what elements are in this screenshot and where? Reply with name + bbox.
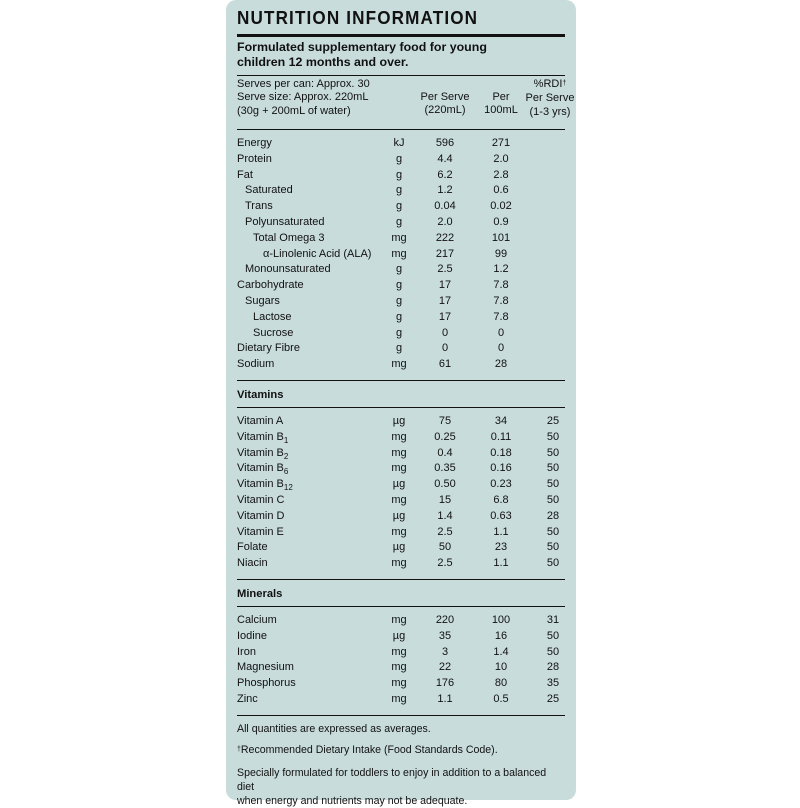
subtitle <box>237 37 565 75</box>
per-100ml-value: 2.0 <box>493 152 509 165</box>
nutrient-name: Trans <box>245 200 273 213</box>
per-100ml-value: 0.63 <box>490 509 512 522</box>
nutrient-name: Magnesium <box>237 661 294 674</box>
panel-title: NUTRITION INFORMATION <box>237 8 479 28</box>
nutrient-unit: mg <box>391 247 407 260</box>
table-row <box>237 556 565 572</box>
per-serve-value: 2.5 <box>437 557 453 570</box>
dagger-mark: † <box>562 80 567 87</box>
per-serve-value: 1.4 <box>437 509 453 522</box>
nutrient-unit: µg <box>392 509 406 522</box>
per-serve-value: 6.2 <box>437 168 453 181</box>
per-100ml-value: 0.11 <box>490 430 512 443</box>
nutrient-name: Vitamin $B_{12}$ <box>237 478 293 493</box>
per-100ml-value: 34 <box>494 414 508 427</box>
per-serve-value: 2.5 <box>437 525 453 538</box>
per-serve-value: 176 <box>435 677 455 690</box>
per-serve-value: 61 <box>438 358 452 371</box>
per-serve-value: 15 <box>438 493 452 506</box>
minerals-heading: Minerals <box>237 587 283 600</box>
per-100ml-value: 0.02 <box>490 200 512 213</box>
rdi-footnote <box>237 743 565 759</box>
column-header-text: 100mL <box>484 104 518 117</box>
per-serve-value: 217 <box>435 247 455 260</box>
table-row <box>237 136 565 152</box>
vitamins-heading: Vitamins <box>237 388 284 401</box>
nutrient-name: Vitamin D <box>237 509 285 522</box>
per-serve-value: 0 <box>441 342 449 355</box>
rdi-value: 31 <box>546 613 560 626</box>
table-row <box>237 676 565 692</box>
nutrient-name: Fat <box>237 168 253 181</box>
table-row <box>237 168 565 184</box>
table-row <box>237 414 565 430</box>
per-100ml-value: 28 <box>494 358 508 371</box>
per-serve-value: 50 <box>438 541 452 554</box>
table-row <box>237 525 565 541</box>
nutrient-name: Iron <box>237 645 256 658</box>
nutrient-unit: µg <box>392 414 406 427</box>
nutrient-unit: mg <box>391 692 407 705</box>
table-row <box>237 183 565 199</box>
per-serve-value: 3 <box>441 645 449 658</box>
table-row <box>237 660 565 676</box>
minerals-table <box>237 613 565 708</box>
nutrient-name: Saturated <box>245 184 293 197</box>
table-row <box>237 509 565 525</box>
nutrient-name: Energy <box>237 137 272 149</box>
column-header-per-100ml <box>477 91 525 118</box>
per-100ml-value: 100 <box>491 613 511 626</box>
nutrient-unit: mg <box>391 525 407 538</box>
nutrient-name: Phosphorus <box>237 677 296 690</box>
per-100ml-value: 7.8 <box>493 294 509 307</box>
nutrient-unit: g <box>395 294 403 307</box>
per-100ml-value: 271 <box>491 137 511 149</box>
nutrient-unit: mg <box>391 557 407 570</box>
table-row <box>237 231 565 247</box>
nutrient-unit: mg <box>391 231 407 244</box>
per-100ml-value: 101 <box>491 231 511 244</box>
nutrient-name: Vitamin A <box>237 414 284 427</box>
table-row <box>237 152 565 168</box>
per-100ml-value: 1.2 <box>493 263 509 276</box>
dagger-mark: † <box>237 745 241 753</box>
column-header-rdi <box>519 78 581 119</box>
rdi-footnote-text: Recommended Dietary Intake (Food Standards Code). <box>240 743 498 756</box>
per-serve-value: 1.1 <box>437 692 453 705</box>
per-serve-value: 17 <box>438 294 452 307</box>
nutrient-unit: mg <box>391 677 407 690</box>
per-serve-value: 1.2 <box>437 184 453 197</box>
table-row <box>237 199 565 215</box>
column-header-text: Per Serve <box>420 91 470 103</box>
nutrient-name: Sugars <box>245 294 280 307</box>
nutrient-unit: g <box>395 168 403 181</box>
rdi-value: 25 <box>546 692 560 705</box>
nutrient-unit: g <box>395 184 403 197</box>
nutrient-name: Vitamin $B_6$ <box>237 462 289 477</box>
nutrition-panel <box>226 0 576 807</box>
per-serve-value: 35 <box>438 629 452 642</box>
table-row <box>237 310 565 326</box>
per-100ml-value: 0.9 <box>493 215 509 228</box>
nutrient-name: Carbohydrate <box>237 279 304 292</box>
rdi-value: 35 <box>546 677 560 690</box>
per-100ml-value: 7.8 <box>493 310 509 323</box>
subtitle-line: children 12 months and over. <box>237 55 409 69</box>
per-100ml-value: 1.1 <box>493 557 509 570</box>
vitamins-table <box>237 414 565 572</box>
nutrient-unit: g <box>395 279 403 292</box>
per-serve-value: 0.35 <box>434 462 456 475</box>
rdi-value: 50 <box>546 493 560 506</box>
per-serve-value: 0.04 <box>434 200 456 213</box>
per-100ml-value: 0.5 <box>493 692 509 705</box>
nutrient-name: α-Linolenic Acid (ALA) <box>263 247 372 260</box>
per-serve-value: 2.5 <box>437 263 453 276</box>
table-row <box>237 294 565 310</box>
nutrient-name: Vitamin $B_2$ <box>237 446 289 461</box>
nutrients-table <box>237 136 565 373</box>
per-100ml-value: 16 <box>494 629 508 642</box>
nutrient-unit: mg <box>391 462 407 475</box>
per-100ml-value: 0.16 <box>490 462 512 475</box>
rdi-value: 50 <box>546 446 560 459</box>
table-row <box>237 247 565 263</box>
table-row <box>237 692 565 708</box>
nutrient-name: Vitamin C <box>237 493 285 506</box>
nutrient-unit: mg <box>391 446 407 459</box>
serving-info-header <box>237 76 575 129</box>
per-serve-value: 75 <box>438 414 452 427</box>
per-100ml-value: 0.6 <box>493 184 509 197</box>
table-row <box>237 446 565 462</box>
table-row <box>237 477 565 493</box>
table-row <box>237 645 565 661</box>
nutrient-unit: µg <box>392 629 406 642</box>
nutrient-unit: kJ <box>393 137 405 149</box>
rdi-value: 25 <box>546 414 560 427</box>
nutrient-unit: g <box>395 326 403 339</box>
nutrient-name: Monounsaturated <box>245 263 331 276</box>
per-serve-value: 17 <box>438 310 452 323</box>
footnotes <box>237 716 565 808</box>
rdi-value: 28 <box>546 661 560 674</box>
column-header-text: (1-3 yrs) <box>529 105 571 118</box>
table-row <box>237 629 565 645</box>
serve-composition: (30g + 200mL of water) <box>237 104 351 117</box>
table-row <box>237 430 565 446</box>
nutrient-name: Calcium <box>237 613 277 626</box>
formulation-note-line: Specially formulated for toddlers to enjoy in addition to a balanced diet <box>237 766 547 793</box>
nutrient-unit: mg <box>391 661 407 674</box>
rdi-value: 50 <box>546 430 560 443</box>
table-row <box>237 357 565 373</box>
table-row <box>237 461 565 477</box>
nutrient-unit: mg <box>391 493 407 506</box>
per-serve-value: 0.25 <box>434 430 456 443</box>
nutrient-name: Zinc <box>237 692 258 705</box>
per-100ml-value: 10 <box>494 661 508 674</box>
nutrient-name: Vitamin $B_1$ <box>237 430 289 445</box>
nutrient-name: Protein <box>237 152 272 165</box>
table-row <box>237 613 565 629</box>
nutrient-unit: mg <box>391 613 407 626</box>
column-header-text: (220mL) <box>424 104 466 117</box>
per-100ml-value: 80 <box>494 677 508 690</box>
column-header-text <box>519 78 581 92</box>
serves-per-can: Serves per can: Approx. 30 <box>237 78 370 90</box>
rdi-value: 50 <box>546 478 560 491</box>
nutrient-name: Polyunsaturated <box>245 215 325 228</box>
per-serve-value: 2.0 <box>437 215 453 228</box>
per-serve-value: 22 <box>438 661 452 674</box>
column-header-per-serve <box>415 91 475 118</box>
nutrient-name: Dietary Fibre <box>237 342 300 355</box>
table-row <box>237 278 565 294</box>
per-serve-value: 0.50 <box>434 478 456 491</box>
nutrient-unit: mg <box>391 645 407 658</box>
nutrient-name: Folate <box>237 541 268 554</box>
per-serve-value: 596 <box>435 137 455 149</box>
column-header-text: Per Serve <box>525 92 575 105</box>
nutrient-name: Lactose <box>253 310 292 323</box>
nutrient-unit: g <box>395 152 403 165</box>
per-100ml-value: 0 <box>497 326 505 339</box>
nutrient-unit: g <box>395 200 403 213</box>
subtitle-line: Formulated supplementary food for young <box>237 40 487 54</box>
serve-size: Serve size: Approx. 220mL <box>237 91 369 104</box>
table-row <box>237 341 565 357</box>
per-100ml-value: 0 <box>497 342 505 355</box>
nutrient-unit: µg <box>392 541 406 554</box>
nutrient-unit: g <box>395 310 403 323</box>
per-100ml-value: 99 <box>494 247 508 260</box>
table-row <box>237 493 565 509</box>
rdi-value: 50 <box>546 629 560 642</box>
table-row <box>237 215 565 231</box>
column-header-text: Per <box>492 91 510 103</box>
serving-info <box>237 78 370 118</box>
rdi-label: %RDI <box>533 78 563 90</box>
per-serve-value: 0.4 <box>437 446 453 459</box>
nutrient-name: Niacin <box>237 557 268 570</box>
nutrient-name: Sucrose <box>253 326 294 339</box>
rdi-value: 50 <box>546 557 560 570</box>
nutrient-unit: g <box>395 342 403 355</box>
nutrient-unit: mg <box>391 358 407 371</box>
table-row <box>237 326 565 342</box>
nutrient-name: Total Omega 3 <box>253 231 325 244</box>
per-100ml-value: 23 <box>494 541 508 554</box>
formulation-note <box>237 766 565 808</box>
rdi-value: 50 <box>546 645 560 658</box>
per-serve-value: 220 <box>435 613 455 626</box>
per-serve-value: 0 <box>441 326 449 339</box>
nutrient-name: Vitamin E <box>237 525 284 538</box>
per-serve-value: 222 <box>435 231 455 244</box>
nutrient-unit: mg <box>391 430 407 443</box>
nutrient-unit: g <box>395 215 403 228</box>
per-100ml-value: 6.8 <box>493 493 509 506</box>
table-row <box>237 540 565 556</box>
per-100ml-value: 7.8 <box>493 279 509 292</box>
nutrient-name: Sodium <box>237 358 275 371</box>
rdi-value: 50 <box>546 541 560 554</box>
per-100ml-value: 1.4 <box>493 645 509 658</box>
rdi-value: 50 <box>546 525 560 538</box>
nutrient-unit: µg <box>392 478 406 491</box>
per-100ml-value: 0.18 <box>490 446 512 459</box>
per-serve-value: 4.4 <box>437 152 453 165</box>
per-100ml-value: 0.23 <box>490 478 512 491</box>
formulation-note-line: when energy and nutrients may not be adequate. <box>237 794 468 807</box>
table-row <box>237 262 565 278</box>
per-100ml-value: 1.1 <box>493 525 509 538</box>
rdi-value: 50 <box>546 462 560 475</box>
per-serve-value: 17 <box>438 279 452 292</box>
nutrient-name: Iodine <box>237 629 267 642</box>
per-100ml-value: 2.8 <box>493 168 509 181</box>
averages-note: All quantities are expressed as averages. <box>237 722 431 735</box>
rdi-value: 28 <box>546 509 560 522</box>
nutrient-unit: g <box>395 263 403 276</box>
